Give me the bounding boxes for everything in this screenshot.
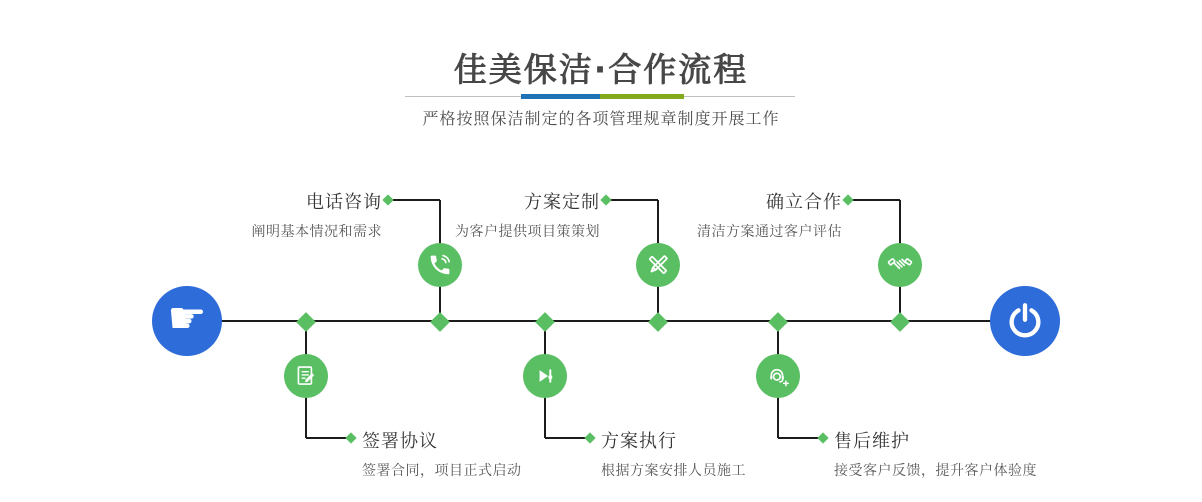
step-icon-circle (284, 354, 328, 398)
step-title: 方案执行 (601, 431, 677, 452)
step-label (252, 188, 383, 241)
timeline-node-diamond (648, 312, 668, 332)
step-desc: 阐明基本情况和需求 (251, 224, 382, 240)
label-diamond (600, 194, 611, 205)
timeline-end-node (990, 286, 1060, 356)
step-title: 售后维护 (834, 431, 910, 452)
step-title: 签署协议 (362, 431, 438, 452)
power-icon (1005, 301, 1045, 341)
title-divider-blue-segment (521, 94, 600, 99)
label-diamond (817, 432, 828, 443)
step-icon-circle (418, 243, 462, 287)
play-execute-icon (532, 363, 558, 389)
contract-icon (293, 363, 319, 389)
step-label (834, 427, 1037, 480)
page-title: 佳美保洁·合作流程 (453, 50, 749, 89)
phone-icon (427, 252, 453, 278)
step-title: 方案定制 (524, 192, 600, 213)
timeline-node-diamond (430, 312, 450, 332)
label-diamond (584, 432, 595, 443)
step-desc: 签署合同，项目正式启动 (362, 463, 522, 479)
title-divider-green-segment (600, 94, 684, 99)
pencil-ruler-icon (645, 252, 671, 278)
step-desc: 为客户提供项目策策划 (455, 224, 600, 240)
label-diamond (345, 432, 356, 443)
hand-pointer-icon: ☛ (167, 293, 207, 344)
connector-line (850, 199, 900, 201)
step-icon-circle (756, 354, 800, 398)
handshake-icon (887, 252, 913, 278)
step-desc: 根据方案安排人员施工 (601, 463, 746, 479)
step-desc: 接受客户反馈，提升客户体验度 (834, 463, 1037, 479)
step-label (601, 427, 746, 480)
label-diamond (842, 194, 853, 205)
step-icon-circle (878, 243, 922, 287)
page-subtitle: 严格按照保洁制定的各项管理规章制度开展工作 (422, 109, 780, 128)
step-desc: 清洁方案通过客户评估 (697, 224, 842, 240)
timeline-main-line (221, 320, 991, 322)
label-diamond (382, 194, 393, 205)
step-icon-circle (636, 243, 680, 287)
step-icon-circle (523, 354, 567, 398)
timeline-node-diamond (535, 312, 555, 332)
step-label (455, 188, 600, 241)
timeline-start-node (152, 286, 222, 356)
connector-line (608, 199, 658, 201)
step-title: 电话咨询 (306, 192, 382, 213)
customer-service-icon (765, 363, 791, 389)
connector-line (390, 199, 440, 201)
timeline-node-diamond (296, 312, 316, 332)
step-title: 确立合作 (766, 192, 842, 213)
connector-line (778, 437, 821, 439)
timeline-node-diamond (890, 312, 910, 332)
connector-line (306, 437, 349, 439)
step-label (362, 427, 522, 480)
step-label (697, 188, 842, 241)
timeline-node-diamond (768, 312, 788, 332)
connector-line (545, 437, 588, 439)
